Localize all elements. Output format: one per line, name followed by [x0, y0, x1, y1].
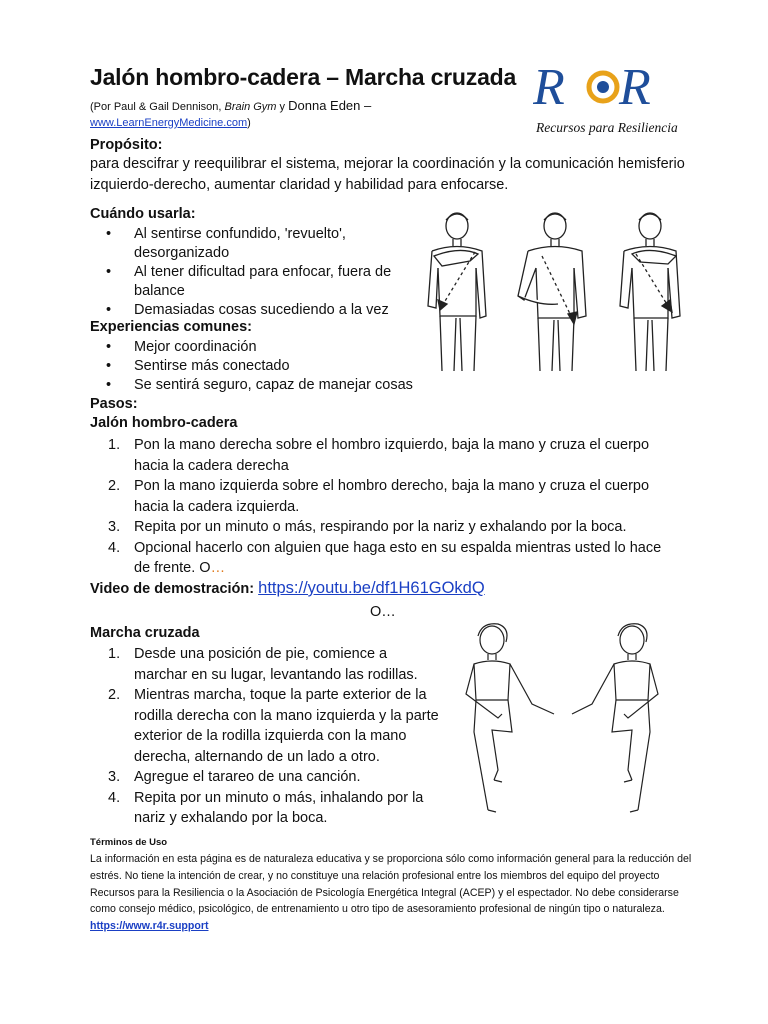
credit-book: Brain Gym	[224, 101, 277, 113]
svg-text:R: R	[619, 60, 651, 116]
list-item: • Demasiadas cosas sucediendo a la vez	[90, 301, 412, 320]
list-item: 2. Mientras marcha, toque la parte exterior de la rodilla derecha con la mano izquierda y la parte exterior de la rodilla izquierda con la mano derecha, alternando de un lado a otro.	[108, 687, 439, 765]
purpose-heading: Propósito:	[90, 137, 163, 153]
march-steps	[90, 644, 444, 829]
r4r-link[interactable]: https://www.r4r.support	[90, 920, 209, 933]
credit-line	[90, 98, 490, 131]
experiences-list	[90, 338, 430, 395]
cross-march-illustration	[452, 620, 692, 820]
video-link[interactable]: https://youtu.be/df1H61GOkdQ	[258, 579, 485, 597]
list-item: 4. Repita por un minuto o más, inhalando por la nariz y exhalando por la boca.	[108, 789, 424, 826]
page-title: Jalón hombro-cadera – Marcha cruzada	[90, 64, 517, 90]
experiences-heading: Experiencias comunes:	[90, 319, 252, 335]
list-item: • Al tener dificultad para enfocar, fuera de balance	[90, 263, 412, 301]
terms-heading: Términos de Uso	[90, 837, 168, 848]
terms-body: La información en esta página es de naturaleza educativa y se proporciona sólo como información general para la reducción del estrés. No tiene la intención de crear, y no constituye una relación profesional entre los miembros del equipo del proyecto Recursos para la Resiliencia o la Asociación de Psicología Energética Integral (ACEP) y el espectador. No debe considerarse como consejo médico, psicológico, de entrenamiento u otro tipo de asesoramiento profesional de ningún tipo o naturaleza.	[90, 853, 692, 916]
list-item: 3. Repita por un minuto o más, respirando por la nariz y exhalando por la boca.	[108, 519, 627, 535]
list-item: 1. Pon la mano derecha sobre el hombro izquierdo, baja la mano y cruza el cuerpo hacia la cadera derecha	[108, 437, 650, 474]
list-item: • Se sentirá seguro, capaz de manejar cosas	[90, 376, 430, 395]
r4r-logo	[533, 60, 683, 140]
credit-prefix: (Por Paul & Gail Dennison,	[90, 101, 225, 113]
video-label: Video de demostración:	[90, 581, 259, 597]
march-heading: Marcha cruzada	[90, 625, 200, 641]
video-line	[90, 579, 485, 598]
list-item: 4. Opcional hacerlo con alguien que haga esto en su espalda mientras usted lo hace de frente. O…	[108, 539, 662, 576]
pull-steps	[90, 435, 680, 579]
or-separator: O…	[370, 604, 396, 620]
list-item: • Al sentirse confundido, 'revuelto', desorganizado	[90, 225, 412, 263]
list-item: • Sentirse más conectado	[90, 357, 430, 376]
credit-middle: y	[276, 101, 289, 113]
steps-heading: Pasos:	[90, 396, 138, 412]
purpose-text: para descifrar y reequilibrar el sistema, mejorar la coordinación y la comunicación hemisferio izquierdo-derecho, aumentar claridad y habilidad para enfocarse.	[90, 156, 685, 193]
credit-link[interactable]: www.LearnEnergyMedicine.com	[90, 117, 248, 129]
ellipsis: …	[210, 560, 226, 576]
list-item: 2. Pon la mano izquierda sobre el hombro derecho, baja la mano y cruza el cuerpo hacia la cadera izquierda.	[108, 478, 650, 515]
list-item: 3. Agregue el tarareo de una canción.	[108, 769, 361, 785]
svg-text:R: R	[533, 60, 565, 116]
terms-text	[90, 851, 694, 935]
when-list	[90, 225, 412, 320]
when-heading: Cuándo usarla:	[90, 206, 196, 222]
list-item: • Mejor coordinación	[90, 338, 430, 357]
shoulder-hip-illustration	[420, 206, 690, 374]
credit-suffix: )	[247, 117, 251, 129]
list-item: 1. Desde una posición de pie, comience a marchar en su lugar, levantando las rodillas.	[108, 646, 418, 683]
credit-author: Donna Eden –	[288, 98, 372, 113]
pull-heading: Jalón hombro-cadera	[90, 415, 238, 431]
logo-tagline: Recursos para Resiliencia	[536, 120, 678, 135]
